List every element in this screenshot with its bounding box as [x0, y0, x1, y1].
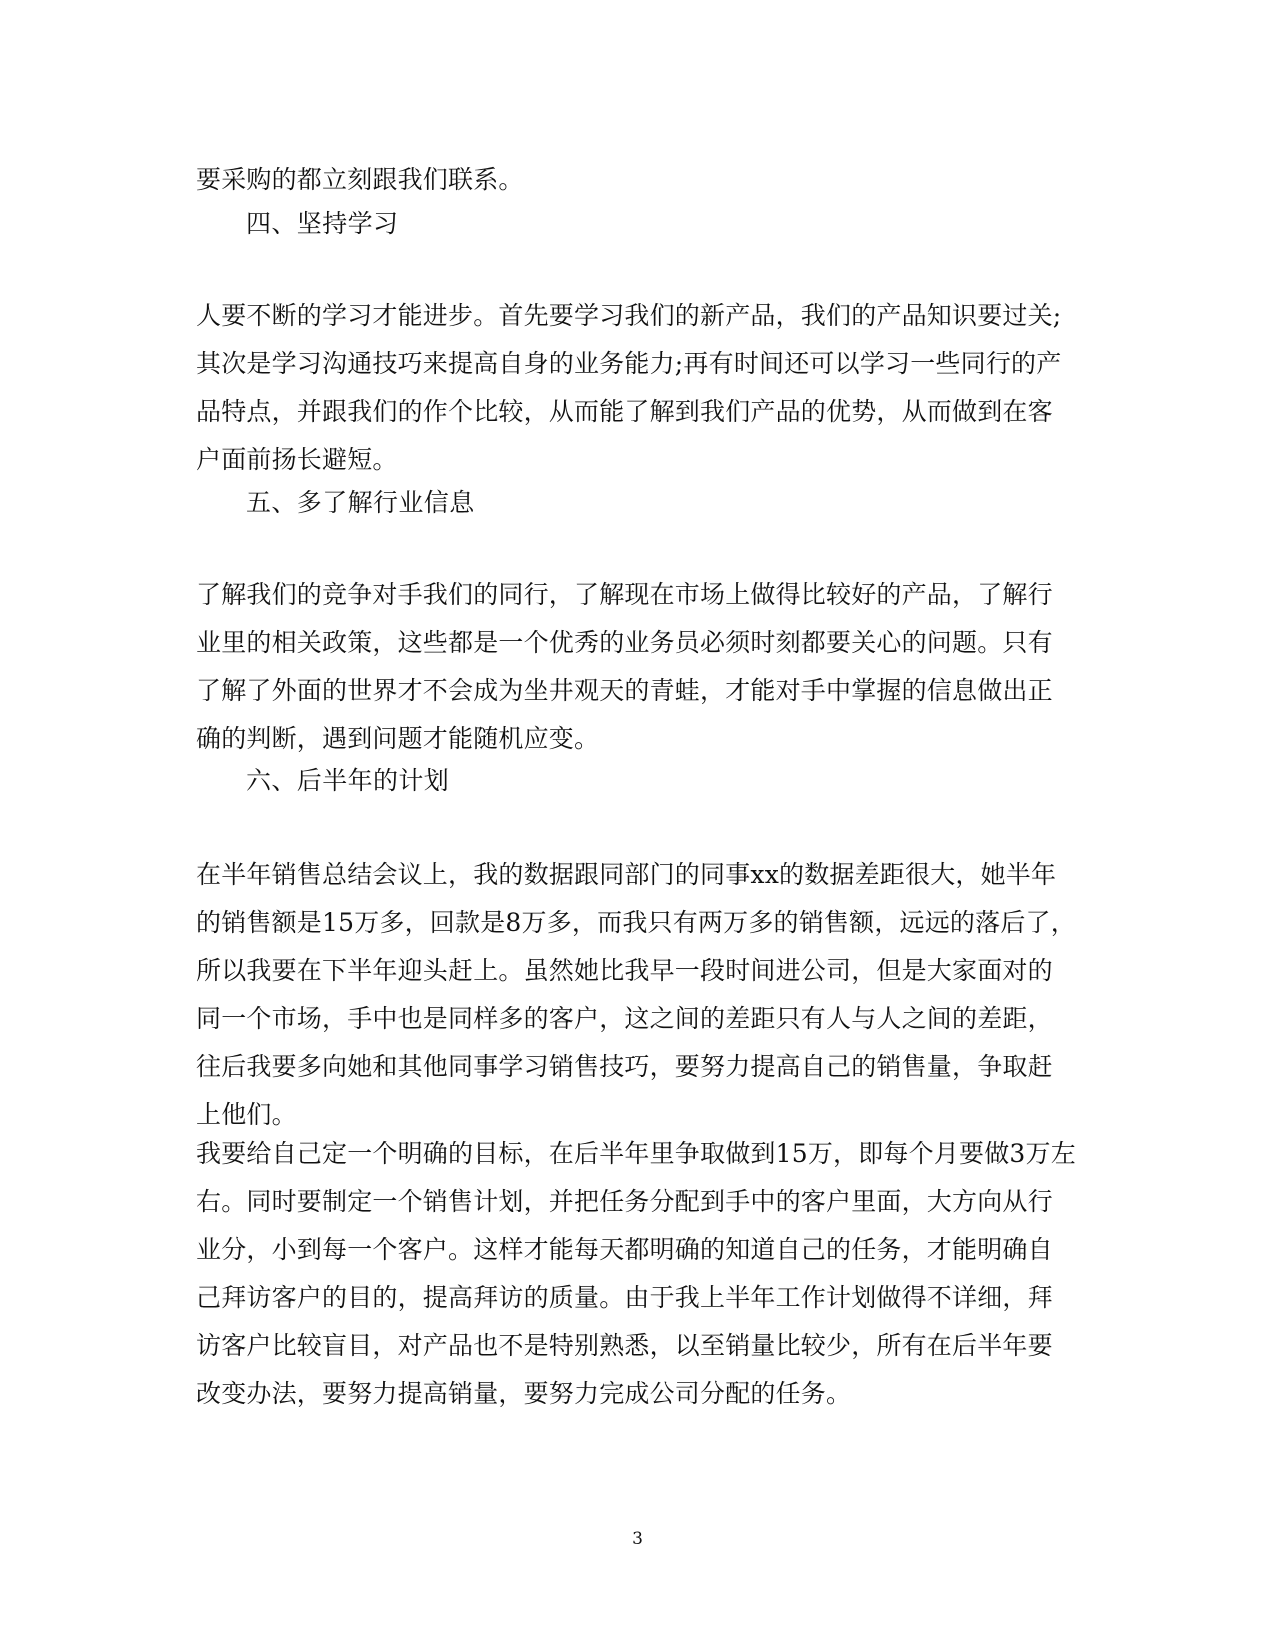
paragraph-plan-comparison: 在半年销售总结会议上，我的数据跟同部门的同事xx的数据差距很大，她半年的销售额是15万多，回款是8万多，而我只有两万多的销售额，远远的落后了，所以我要在下半年迎头赶上。虽然她比我早一段时间进公司，但是大家面对的同一个市场，手中也是同样多的客户，这之间的差距只有人与人之间的差距，往后我要多向她和其他同事学习销售技巧，要努力提高自己的销售量，争取赶上他们。: [196, 860, 1076, 1129]
page-number: 3: [632, 1529, 643, 1549]
paragraph-industry: 了解我们的竞争对手我们的同行，了解现在市场上做得比较好的产品，了解行业里的相关政策，这些都是一个优秀的业务员必须时刻都要关心的问题。只有了解了外面的世界才不会成为坐井观天的青蛙，才能对手中掌握的信息做出正确的判断，遇到问题才能随机应变。: [196, 580, 1053, 753]
paragraph-plan-goal: 我要给自己定一个明确的目标，在后半年里争取做到15万，即每个月要做3万左右。同时要制定一个销售计划，并把任务分配到手中的客户里面，大方向从行业分，小到每一个客户。这样才能每天都明确的知道自己的任务，才能明确自己拜访客户的目的，提高拜访的质量。由于我上半年工作计划做得不详细，拜访客户比较盲目，对产品也不是特别熟悉，以至销量比较少，所有在后半年要改变办法，要努力提高销量，要努力完成公司分配的任务。: [196, 1139, 1076, 1408]
section-heading-plan: 六、后半年的计划: [246, 766, 450, 795]
section-heading-industry: 五、多了解行业信息: [246, 488, 475, 517]
paragraph-study: 人要不断的学习才能进步。首先要学习我们的新产品，我们的产品知识要过关;其次是学习沟通技巧来提高自身的业务能力;再有时间还可以学习一些同行的产品特点，并跟我们的作个比较，从而能了解到我们产品的优势，从而做到在客户面前扬长避短。: [196, 301, 1062, 474]
paragraph-continuation: 要采购的都立刻跟我们联系。: [196, 165, 524, 194]
section-heading-study: 四、坚持学习: [246, 209, 399, 238]
